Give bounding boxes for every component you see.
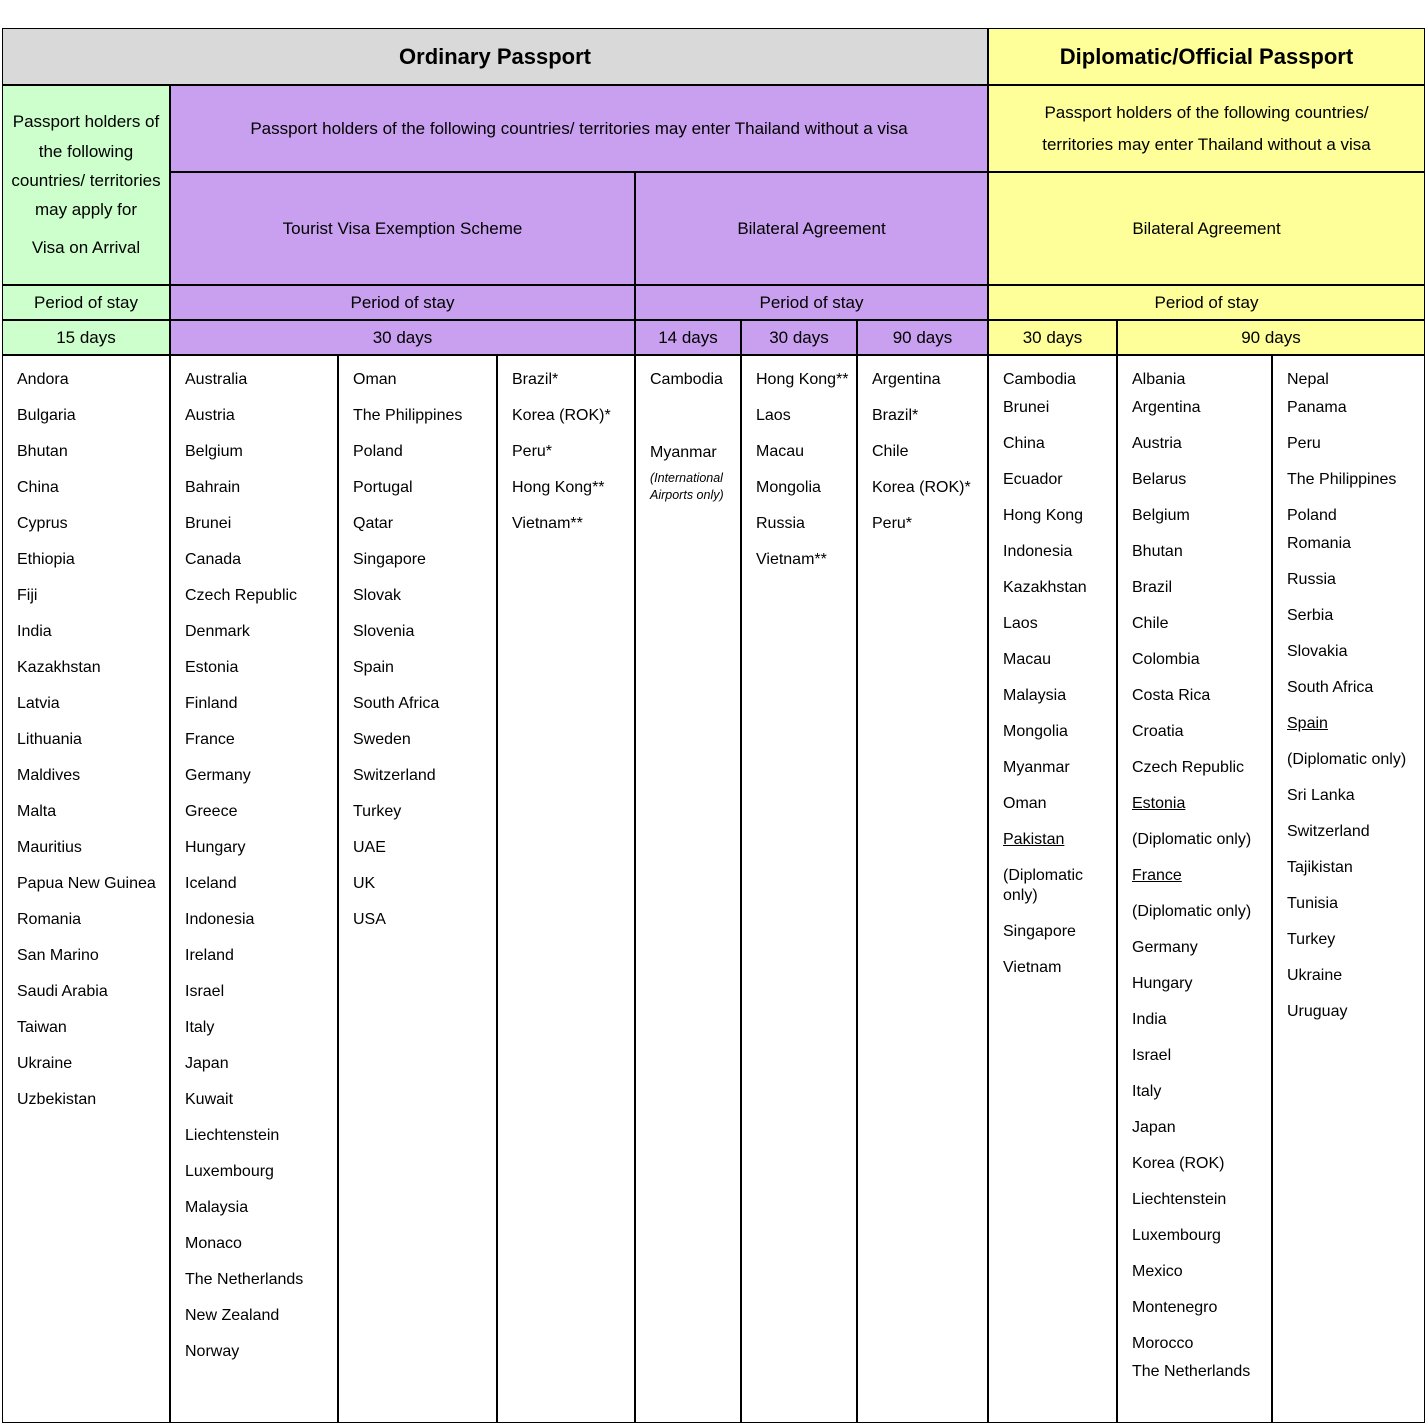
voa-description-line1: Passport holders of the following countries/ territories may apply for — [11, 112, 161, 220]
voa-country-list — [2, 355, 170, 1423]
country-item: Slovenia — [353, 623, 415, 640]
voa-description-cell — [2, 85, 170, 285]
country-item: Albania — [1132, 371, 1186, 388]
diplomatic-90days-country-list-a — [1117, 355, 1272, 1423]
country-item: (Diplomatic only) — [1132, 903, 1252, 920]
country-item: Italy — [1132, 1083, 1162, 1100]
country-item: Canada — [185, 551, 242, 568]
country-item: Andora — [17, 371, 69, 388]
duration-text: 30 days — [769, 327, 829, 347]
period-of-stay-text: Period of stay — [34, 292, 138, 312]
country-item: Japan — [185, 1055, 229, 1072]
duration-text: 14 days — [658, 327, 718, 347]
country-item: (Diplomatic only) — [1132, 831, 1252, 848]
diplomatic-passport-title: Diplomatic/Official Passport — [1059, 43, 1354, 69]
country-item: Poland — [1287, 507, 1337, 524]
country-item: Turkey — [353, 803, 402, 820]
diplomatic-description-cell — [988, 85, 1425, 172]
tourist-exemption-scheme-label: Tourist Visa Exemption Scheme — [282, 218, 523, 238]
country-item: Austria — [1132, 435, 1182, 452]
country-item: Saudi Arabia — [17, 983, 108, 1000]
country-item: Mexico — [1132, 1263, 1183, 1280]
country-item: Chile — [872, 443, 909, 460]
country-item: Uruguay — [1287, 1003, 1348, 1020]
country-item: Mauritius — [17, 839, 82, 856]
country-item: Vietnam** — [756, 551, 827, 568]
tourist-exemption-scheme-header — [170, 172, 635, 285]
country-item: Ukraine — [17, 1055, 73, 1072]
country-item: (Diplomatic only) — [1003, 867, 1084, 904]
country-item: Kazakhstan — [1003, 579, 1087, 596]
country-item: Singapore — [1003, 923, 1076, 940]
country-item: Tunisia — [1287, 895, 1338, 912]
diplomatic-passport-header — [988, 28, 1425, 85]
country-item: Maldives — [17, 767, 81, 784]
country-item: France — [1132, 867, 1182, 884]
country-item: Tajikistan — [1287, 859, 1353, 876]
country-item: Slovakia — [1287, 643, 1348, 660]
country-item: Peru — [1287, 435, 1321, 452]
country-item: Indonesia — [185, 911, 255, 928]
country-item: Cambodia — [1003, 371, 1076, 388]
duration-tourist-30days — [170, 320, 635, 355]
country-item: Fiji — [17, 587, 38, 604]
country-item: Korea (ROK)* — [512, 407, 611, 424]
country-item: Oman — [353, 371, 397, 388]
duration-diplomatic-30days — [988, 320, 1117, 355]
country-item: The Netherlands — [1132, 1363, 1251, 1380]
country-item: Colombia — [1132, 651, 1200, 668]
bilateral-14days-country-list — [635, 355, 741, 1423]
country-item: China — [17, 479, 59, 496]
tourist-period-of-stay-label — [170, 285, 635, 320]
country-item: Croatia — [1132, 723, 1184, 740]
duration-diplomatic-90days — [1117, 320, 1425, 355]
country-item: UAE — [353, 839, 386, 856]
country-item: Chile — [1132, 615, 1169, 632]
country-item: Indonesia — [1003, 543, 1073, 560]
country-item: Liechtenstein — [185, 1127, 280, 1144]
country-item: Laos — [756, 407, 791, 424]
tourist-country-list-a — [170, 355, 338, 1423]
duration-text: 15 days — [56, 327, 116, 347]
bilateral-90days-country-list — [857, 355, 988, 1423]
country-item: Hong Kong — [1003, 507, 1084, 524]
country-item: Macau — [756, 443, 805, 460]
country-item: Uzbekistan — [17, 1091, 97, 1108]
country-item: Nepal — [1287, 371, 1329, 388]
country-item: Czech Republic — [185, 587, 298, 604]
country-item: New Zealand — [185, 1307, 280, 1324]
country-item: Pakistan — [1003, 831, 1065, 848]
country-item: Macau — [1003, 651, 1052, 668]
country-item: Malaysia — [185, 1199, 249, 1216]
country-item: Papua New Guinea — [17, 875, 156, 892]
country-item: Vietnam** — [512, 515, 583, 532]
country-item: (International Airports only) — [650, 471, 724, 502]
country-item: Malta — [17, 803, 57, 820]
duration-bilateral-30days — [741, 320, 857, 355]
country-item: Iceland — [185, 875, 237, 892]
duration-text: 30 days — [1022, 327, 1083, 347]
duration-bilateral-14days — [635, 320, 741, 355]
country-item: Montenegro — [1132, 1299, 1218, 1316]
country-item: Morocco — [1132, 1335, 1194, 1352]
country-item: China — [1003, 435, 1045, 452]
country-item: Luxembourg — [185, 1163, 274, 1180]
country-item: Brazil* — [872, 407, 919, 424]
country-item: Bahrain — [185, 479, 241, 496]
country-item: Ukraine — [1287, 967, 1343, 984]
country-item: Korea (ROK)* — [872, 479, 971, 496]
country-item: Bulgaria — [17, 407, 76, 424]
country-item: Mongolia — [756, 479, 821, 496]
country-item: Norway — [185, 1343, 240, 1360]
exemption-description-text: Passport holders of the following countries/ territories may enter Thailand without a visa — [250, 118, 908, 138]
country-item: Vietnam — [1003, 959, 1062, 976]
country-item: Czech Republic — [1132, 759, 1245, 776]
country-item: Panama — [1287, 399, 1347, 416]
country-item: Myanmar — [650, 444, 717, 461]
country-item: Bhutan — [17, 443, 68, 460]
country-item: Korea (ROK) — [1132, 1155, 1225, 1172]
country-item: Australia — [185, 371, 248, 388]
country-item: The Netherlands — [185, 1271, 304, 1288]
country-item: Myanmar — [1003, 759, 1070, 776]
country-item: France — [185, 731, 235, 748]
country-item: Belgium — [185, 443, 243, 460]
country-item: Bhutan — [1132, 543, 1183, 560]
country-item: Italy — [185, 1019, 215, 1036]
country-item: Monaco — [185, 1235, 242, 1252]
country-item: Finland — [185, 695, 238, 712]
country-item: Israel — [185, 983, 225, 1000]
period-of-stay-text: Period of stay — [350, 292, 455, 312]
period-of-stay-text: Period of stay — [759, 292, 864, 312]
country-item: Lithuania — [17, 731, 82, 748]
country-item: Russia — [756, 515, 805, 532]
duration-voa-15days — [2, 320, 170, 355]
country-item: Germany — [1132, 939, 1198, 956]
diplomatic-30days-country-list — [988, 355, 1117, 1423]
ordinary-passport-title: Ordinary Passport — [399, 43, 591, 69]
bilateral-period-of-stay-label — [635, 285, 988, 320]
country-item: Switzerland — [1287, 823, 1370, 840]
country-item: Japan — [1132, 1119, 1176, 1136]
country-item: Romania — [17, 911, 82, 928]
country-item: Ireland — [185, 947, 234, 964]
country-item: Hungary — [1132, 975, 1193, 992]
country-item: Mongolia — [1003, 723, 1068, 740]
country-item: India — [1132, 1011, 1167, 1028]
country-item: Cambodia — [650, 371, 723, 388]
country-item: Ecuador — [1003, 471, 1063, 488]
country-item: Russia — [1287, 571, 1336, 588]
country-item: Greece — [185, 803, 238, 820]
exemption-description-cell — [170, 85, 988, 172]
country-item: Costa Rica — [1132, 687, 1211, 704]
country-item: Liechtenstein — [1132, 1191, 1227, 1208]
country-item: Belgium — [1132, 507, 1190, 524]
country-item: Spain — [1287, 715, 1328, 732]
diplomatic-90days-country-list-b — [1272, 355, 1425, 1423]
tourist-country-list-b — [338, 355, 497, 1423]
country-item: Slovak — [353, 587, 402, 604]
bilateral-agreement-label: Bilateral Agreement — [737, 218, 886, 238]
country-item: The Philippines — [1287, 471, 1397, 488]
country-item: Hong Kong** — [756, 371, 849, 388]
country-item: San Marino — [17, 947, 99, 964]
country-item: South Africa — [1287, 679, 1374, 696]
diplomatic-description-text: Passport holders of the following countries/ territories may enter Thailand without a visa — [1042, 103, 1371, 154]
country-item: Spain — [353, 659, 394, 676]
country-item: Switzerland — [353, 767, 436, 784]
country-item: Estonia — [185, 659, 239, 676]
country-item: Romania — [1287, 535, 1352, 552]
country-item: Laos — [1003, 615, 1038, 632]
country-item: Argentina — [872, 371, 941, 388]
duration-text: 30 days — [372, 327, 433, 347]
country-item: UK — [353, 875, 376, 892]
country-item: Brunei — [1003, 399, 1050, 416]
country-item: Peru* — [512, 443, 553, 460]
tourist-country-list-c — [497, 355, 635, 1423]
country-item: Sri Lanka — [1287, 787, 1355, 804]
country-item: Hungary — [185, 839, 246, 856]
country-item: Poland — [353, 443, 403, 460]
country-item: Brunei — [185, 515, 232, 532]
country-item: Argentina — [1132, 399, 1201, 416]
country-item: Ethiopia — [17, 551, 75, 568]
country-item: Brazil* — [512, 371, 559, 388]
country-item: Brazil — [1132, 579, 1173, 596]
voa-period-of-stay-label — [2, 285, 170, 320]
country-item: Malaysia — [1003, 687, 1067, 704]
duration-text: 90 days — [1241, 327, 1301, 347]
voa-description-line2: Visa on Arrival — [31, 238, 141, 258]
country-item: India — [17, 623, 52, 640]
country-item: Portugal — [353, 479, 413, 496]
bilateral-30days-country-list — [741, 355, 857, 1423]
period-of-stay-text: Period of stay — [1154, 292, 1259, 312]
country-item: Kuwait — [185, 1091, 234, 1108]
country-item: Israel — [1132, 1047, 1172, 1064]
diplomatic-bilateral-agreement-label: Bilateral Agreement — [1132, 218, 1281, 238]
country-item: Qatar — [353, 515, 394, 532]
country-item: Taiwan — [17, 1019, 67, 1036]
diplomatic-bilateral-agreement-header — [988, 172, 1425, 285]
ordinary-passport-header — [2, 28, 988, 85]
country-item: (Diplomatic only) — [1287, 751, 1407, 768]
country-item: South Africa — [353, 695, 440, 712]
duration-bilateral-90days — [857, 320, 988, 355]
country-item: Belarus — [1132, 471, 1187, 488]
diplomatic-period-of-stay-label — [988, 285, 1425, 320]
country-item: Estonia — [1132, 795, 1186, 812]
country-item: USA — [353, 911, 386, 928]
country-item: Austria — [185, 407, 235, 424]
country-item: Cyprus — [17, 515, 68, 532]
country-item: Luxembourg — [1132, 1227, 1221, 1244]
country-item: The Philippines — [353, 407, 463, 424]
country-item: Serbia — [1287, 607, 1334, 624]
country-item: Hong Kong** — [512, 479, 605, 496]
country-item: Singapore — [353, 551, 426, 568]
bilateral-agreement-header — [635, 172, 988, 285]
country-item: Oman — [1003, 795, 1047, 812]
country-item: Latvia — [17, 695, 60, 712]
country-item: Sweden — [353, 731, 411, 748]
country-item: Denmark — [185, 623, 250, 640]
country-item: Germany — [185, 767, 251, 784]
duration-text: 90 days — [892, 327, 953, 347]
country-item: Peru* — [872, 515, 913, 532]
country-item: Turkey — [1287, 931, 1336, 948]
country-item: Kazakhstan — [17, 659, 101, 676]
